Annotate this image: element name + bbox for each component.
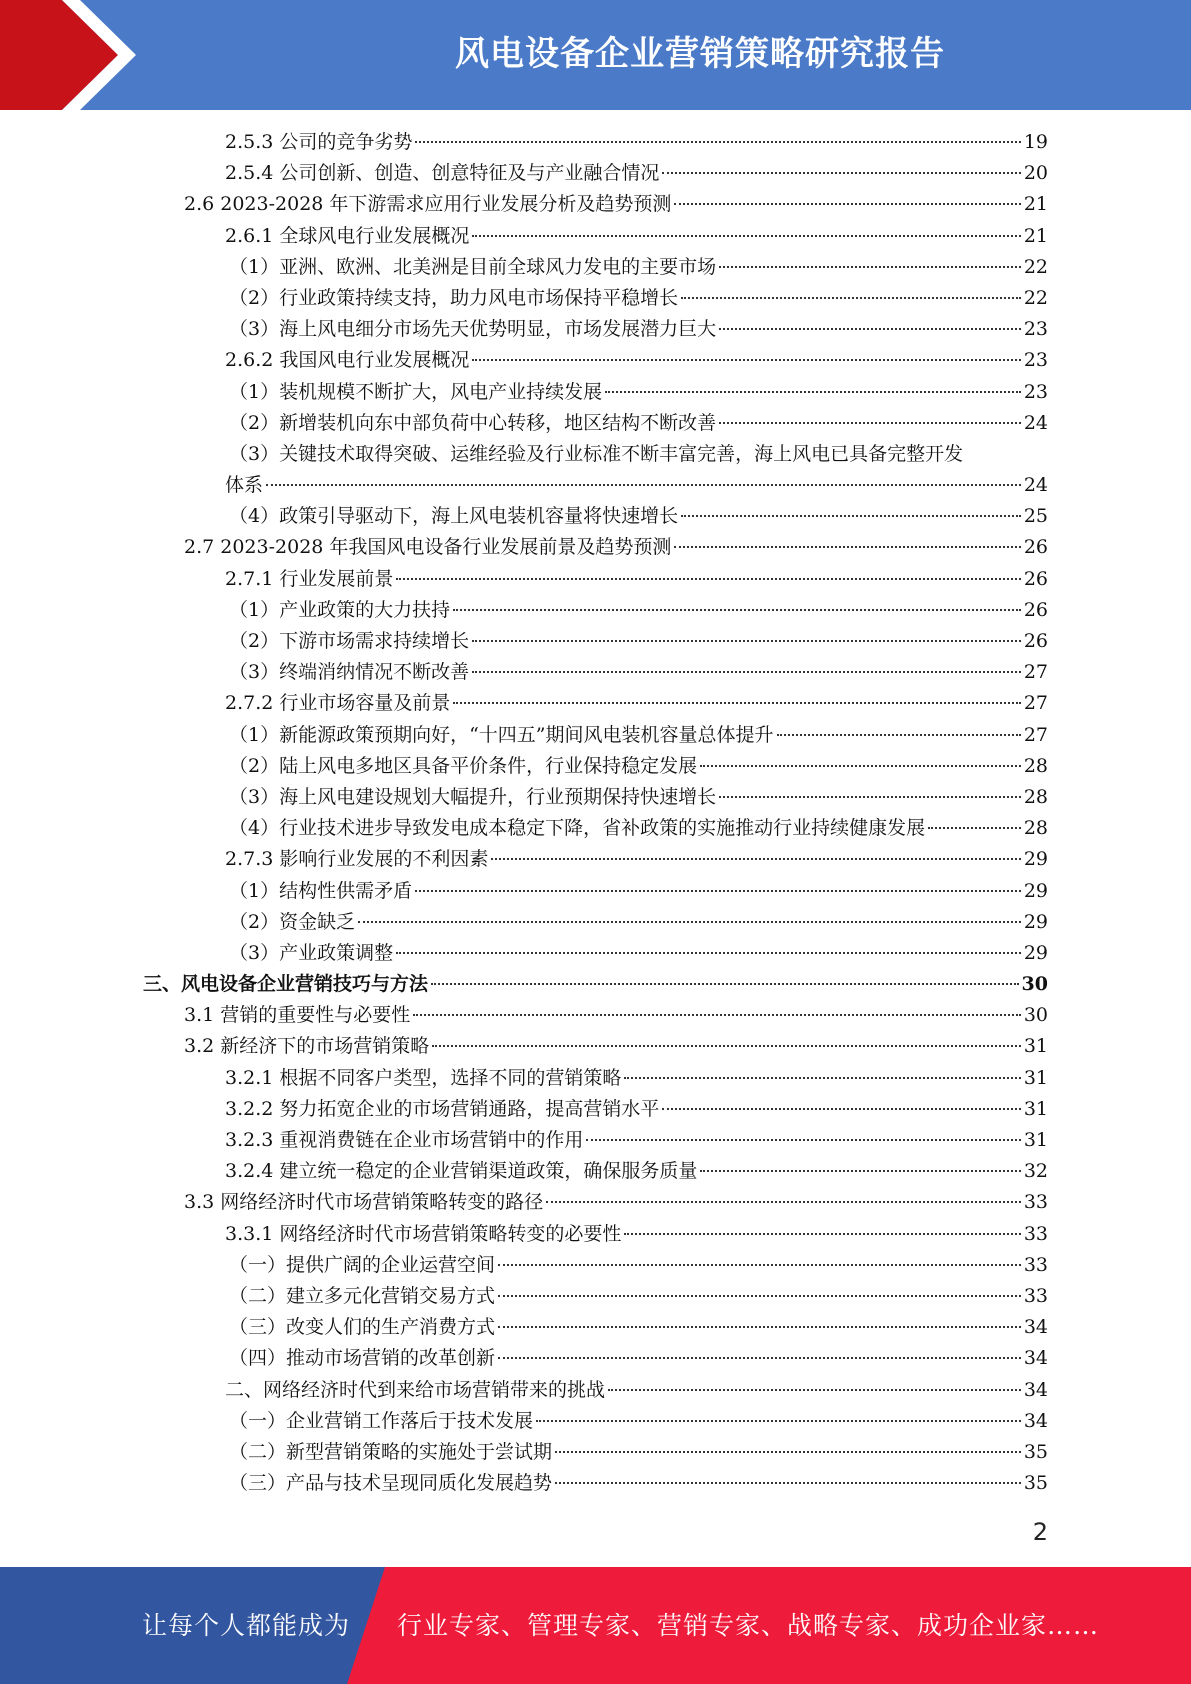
toc-entry[interactable]: [0, 252, 1191, 283]
toc-entry-page: 32: [1023, 1160, 1048, 1183]
toc-entry-page: 21: [1023, 224, 1048, 247]
toc-entry[interactable]: [0, 1094, 1191, 1125]
toc-entry-page: 34: [1023, 1316, 1048, 1339]
toc-entry[interactable]: [0, 1219, 1191, 1250]
toc-entry-page: 31: [1023, 1129, 1048, 1151]
page-footer: [0, 1567, 1191, 1684]
toc-entry-page: 28: [1023, 785, 1048, 808]
toc-entry-page: 26: [1023, 567, 1048, 590]
toc-dot-leader: [719, 266, 1021, 268]
toc-entry-title: 3.2.1 根据不同客户类型，选择不同的营销策略: [225, 1066, 622, 1089]
toc-entry-title: 2.6 2023-2028 年下游需求应用行业发展分析及趋势预测: [184, 193, 672, 216]
toc-entry-page: 23: [1023, 318, 1048, 341]
toc-entry-title: 3.2.4 建立统一稳定的企业营销渠道政策，确保服务质量: [225, 1160, 698, 1183]
toc-entry-page: 33: [1023, 1284, 1048, 1307]
toc-entry-page: 22: [1023, 255, 1048, 278]
toc-dot-leader: [266, 484, 1021, 486]
toc-entry[interactable]: [0, 377, 1191, 408]
toc-entry-page: 31: [1023, 1066, 1048, 1089]
toc-entry-title: 2.7.2 行业市场容量及前景: [225, 692, 451, 715]
toc-entry[interactable]: [0, 626, 1191, 657]
toc-entry-title: （3）海上风电建设规划大幅提升，行业预期保持快速增长: [229, 785, 717, 808]
toc-entry[interactable]: [0, 127, 1191, 158]
toc-dot-leader: [491, 858, 1020, 860]
toc-entry-page: 27: [1023, 723, 1048, 746]
toc-entry[interactable]: [0, 221, 1191, 252]
toc-entry-title: （二）建立多元化营销交易方式: [229, 1284, 496, 1307]
toc-dot-leader: [415, 141, 1020, 143]
toc-dot-leader: [555, 1451, 1021, 1453]
toc-entry-title: （一）提供广阔的企业运营空间: [229, 1253, 496, 1276]
toc-entry-title: （4）政策引导驱动下，海上风电装机容量将快速增长: [229, 505, 679, 528]
toc-dot-leader: [498, 1295, 1021, 1297]
toc-dot-leader: [555, 1482, 1021, 1484]
toc-entry-page: 34: [1023, 1409, 1048, 1432]
toc-dot-leader: [498, 1264, 1021, 1266]
toc-entry-page: 29: [1023, 941, 1048, 964]
toc-entry-page: 34: [1023, 1378, 1048, 1401]
toc-entry-title: （三）产品与技术呈现同质化发展趋势: [229, 1472, 553, 1495]
toc-dot-leader: [586, 1139, 1020, 1141]
toc-dot-leader: [928, 827, 1021, 829]
toc-entry-title: （2）下游市场需求持续增长: [229, 630, 470, 652]
toc-entry-title: （1）产业政策的大力扶持: [229, 598, 451, 621]
toc-entry-title: （3）海上风电细分市场先天优势明显，市场发展潜力巨大: [229, 318, 717, 341]
toc-entry[interactable]: [0, 408, 1191, 439]
toc-entry[interactable]: [0, 1125, 1191, 1156]
toc-entry[interactable]: [0, 1375, 1191, 1406]
header-title: 风电设备企业营销策略研究报告: [455, 34, 945, 74]
toc-entry-page: 26: [1023, 630, 1048, 652]
toc-dot-leader: [453, 609, 1021, 611]
toc-dot-leader: [662, 1108, 1020, 1110]
toc-dot-leader: [415, 890, 1021, 892]
toc-entry[interactable]: [0, 470, 1191, 501]
toc-entry-page: 20: [1023, 162, 1048, 185]
toc-entry-page: 31: [1023, 1097, 1048, 1120]
toc-entry-title: （四）推动市场营销的改革创新: [229, 1347, 496, 1370]
toc-entry[interactable]: [0, 1406, 1191, 1437]
toc-entry-title: （3）产业政策调整: [229, 941, 394, 964]
toc-entry-page: 27: [1023, 692, 1048, 715]
toc-entry[interactable]: [0, 345, 1191, 376]
page-number: 2: [1032, 1518, 1048, 1546]
toc-entry[interactable]: [0, 751, 1191, 782]
toc-entry[interactable]: [0, 938, 1191, 969]
toc-entry-title: （2）陆上风电多地区具备平价条件，行业保持稳定发展: [229, 754, 698, 777]
toc-entry[interactable]: [0, 1187, 1191, 1218]
toc-entry-title: （1）结构性供需矛盾: [229, 879, 413, 902]
toc-entry-page: 24: [1023, 474, 1048, 497]
toc-entry-title: （3）终端消纳情况不断改善: [229, 661, 470, 684]
toc-entry[interactable]: [0, 158, 1191, 189]
toc-entry-page: 33: [1023, 1253, 1048, 1276]
toc-entry[interactable]: [0, 688, 1191, 719]
toc-entry-title: （三）改变人们的生产消费方式: [229, 1316, 496, 1339]
toc-dot-leader: [605, 391, 1021, 393]
toc-dot-leader: [396, 952, 1021, 954]
toc-entry[interactable]: [0, 720, 1191, 751]
header-arrow-icon: [0, 0, 160, 110]
toc-entry-title: 3.2.2 努力拓宽企业的市场营销通路，提高营销水平: [225, 1097, 660, 1120]
toc-entry-title: 2.6.2 我国风电行业发展概况: [225, 349, 470, 372]
toc-entry-page: 19: [1023, 131, 1048, 153]
toc-dot-leader: [396, 578, 1020, 580]
toc-entry[interactable]: [0, 501, 1191, 532]
toc-dot-leader: [700, 1170, 1020, 1172]
toc-entry[interactable]: [0, 813, 1191, 844]
toc-entry-page: 35: [1023, 1472, 1048, 1495]
toc-entry[interactable]: [0, 1343, 1191, 1374]
toc-entry[interactable]: [0, 876, 1191, 907]
toc-entry-title: 2.5.3 公司的竞争劣势: [225, 131, 413, 153]
toc-dot-leader: [472, 359, 1020, 361]
toc-dot-leader: [674, 546, 1020, 548]
toc-entry-page: 30: [1021, 973, 1048, 996]
toc-dot-leader: [413, 1014, 1021, 1016]
toc-entry[interactable]: [0, 1156, 1191, 1187]
toc-entry-title: （2）资金缺乏: [229, 910, 356, 933]
toc-entry-title: 三、风电设备企业营销技巧与方法: [143, 973, 429, 996]
toc-entry-title: （1）亚洲、欧洲、北美洲是目前全球风力发电的主要市场: [229, 255, 717, 278]
toc-entry[interactable]: [0, 1437, 1191, 1468]
toc-entry[interactable]: [0, 283, 1191, 314]
toc-entry[interactable]: [0, 1312, 1191, 1343]
toc-entry-title: 2.5.4 公司创新、创造、创意特征及与产业融合情况: [225, 162, 660, 185]
toc-dot-leader: [358, 921, 1021, 923]
toc-entry-page: 28: [1023, 754, 1048, 777]
toc-entry-title: 3.3 网络经济时代市场营销策略转变的路径: [184, 1191, 544, 1214]
toc-dot-leader: [681, 297, 1021, 299]
toc-entry[interactable]: [0, 189, 1191, 220]
toc-entry-title: 二、网络经济时代到来给市场营销带来的挑战: [225, 1378, 606, 1401]
toc-entry-title: 2.6.1 全球风电行业发展概况: [225, 224, 470, 247]
toc-entry-title: （2）行业政策持续支持，助力风电市场保持平稳增长: [229, 286, 679, 309]
toc-entry[interactable]: [0, 1281, 1191, 1312]
footer-slogan-right: 行业专家、管理专家、营销专家、战略专家、成功企业家……: [397, 1611, 1100, 1640]
toc-dot-leader: [624, 1077, 1020, 1079]
toc-dot-leader: [719, 422, 1021, 424]
toc-dot-leader: [472, 671, 1021, 673]
toc-entry[interactable]: [0, 1250, 1191, 1281]
toc-entry-title: （一）企业营销工作落后于技术发展: [229, 1409, 534, 1432]
toc-entry-title: 2.7.1 行业发展前景: [225, 567, 394, 590]
toc-entry-page: 35: [1023, 1440, 1048, 1463]
toc-entry[interactable]: [0, 1000, 1191, 1031]
toc-entry[interactable]: [0, 439, 1191, 470]
toc-entry-title: 2.7 2023-2028 年我国风电设备行业发展前景及趋势预测: [184, 536, 672, 559]
toc-entry-page: 26: [1023, 598, 1048, 621]
toc-entry-page: 31: [1023, 1035, 1048, 1058]
toc-entry-page: 22: [1023, 286, 1048, 309]
toc-entry-title: 3.2 新经济下的市场营销策略: [184, 1035, 430, 1058]
toc-dot-leader: [608, 1389, 1021, 1391]
toc-entry-page: 33: [1023, 1222, 1048, 1245]
toc-entry-page: 24: [1023, 411, 1048, 434]
toc-dot-leader: [431, 983, 1019, 985]
toc-entry-title: 3.1 营销的重要性与必要性: [184, 1004, 411, 1027]
toc-entry[interactable]: [0, 532, 1191, 563]
toc-entry-page: 29: [1023, 910, 1048, 933]
toc-entry-title: （2）新增装机向东中部负荷中心转移，地区结构不断改善: [229, 411, 717, 434]
toc-dot-leader: [453, 702, 1020, 704]
toc-dot-leader: [700, 765, 1021, 767]
toc-entry-title: （二）新型营销策略的实施处于尝试期: [229, 1440, 553, 1463]
toc-entry-page: 23: [1023, 380, 1048, 403]
toc-entry-page: 28: [1023, 817, 1048, 840]
toc-entry-title: （4）行业技术进步导致发电成本稳定下降，省补政策的实施推动行业持续健康发展: [229, 817, 926, 840]
toc-dot-leader: [472, 235, 1020, 237]
toc-entry-page: 30: [1023, 1004, 1048, 1027]
toc-dot-leader: [674, 203, 1020, 205]
toc-dot-leader: [719, 796, 1021, 798]
toc-entry-page: 33: [1023, 1191, 1048, 1214]
toc-entry-page: 27: [1023, 661, 1048, 684]
footer-slogan-left: 让每个人都能成为: [142, 1611, 351, 1640]
toc-dot-leader: [681, 515, 1021, 517]
toc-entry[interactable]: [0, 844, 1191, 875]
toc-entry-title: （1）新能源政策预期向好，“十四五”期间风电装机容量总体提升: [229, 723, 774, 746]
toc-entry-title: （3）关键技术取得突破、运维经验及行业标准不断丰富完善，海上风电已具备完整开发: [229, 442, 964, 465]
toc-entry[interactable]: [0, 1063, 1191, 1094]
toc-entry-page: 34: [1023, 1347, 1048, 1370]
toc-entry-title: 体系: [225, 474, 264, 497]
toc-dot-leader: [777, 734, 1021, 736]
toc-entry[interactable]: [0, 314, 1191, 345]
toc-dot-leader: [498, 1326, 1021, 1328]
toc-dot-leader: [662, 172, 1020, 174]
toc-dot-leader: [624, 1233, 1020, 1235]
toc-entry-page: 23: [1023, 349, 1048, 372]
toc-entry[interactable]: [0, 1031, 1191, 1062]
toc-entry-page: 25: [1023, 505, 1048, 528]
toc-entry[interactable]: [0, 657, 1191, 688]
toc-dot-leader: [546, 1201, 1021, 1203]
toc-entry[interactable]: [0, 969, 1191, 1000]
toc-entry-title: 3.3.1 网络经济时代市场营销策略转变的必要性: [225, 1222, 622, 1245]
toc-entry[interactable]: [0, 595, 1191, 626]
toc-dot-leader: [498, 1357, 1021, 1359]
toc-dot-leader: [432, 1045, 1021, 1047]
page-header: [0, 0, 1191, 110]
toc-entry-page: 21: [1023, 193, 1048, 216]
table-of-contents: [0, 127, 1191, 1499]
toc-entry-title: 2.7.3 影响行业发展的不利因素: [225, 848, 489, 871]
toc-entry[interactable]: [0, 564, 1191, 595]
toc-entry[interactable]: [0, 1468, 1191, 1499]
toc-entry-title: 3.2.3 重视消费链在企业市场营销中的作用: [225, 1129, 584, 1151]
toc-entry-page: 26: [1023, 536, 1048, 559]
toc-entry-title: （1）装机规模不断扩大，风电产业持续发展: [229, 380, 603, 403]
toc-entry[interactable]: [0, 907, 1191, 938]
toc-dot-leader: [472, 640, 1021, 642]
toc-dot-leader: [536, 1420, 1021, 1422]
toc-entry-page: 29: [1023, 848, 1048, 871]
toc-entry-page: 29: [1023, 879, 1048, 902]
toc-dot-leader: [719, 328, 1021, 330]
toc-entry[interactable]: [0, 782, 1191, 813]
